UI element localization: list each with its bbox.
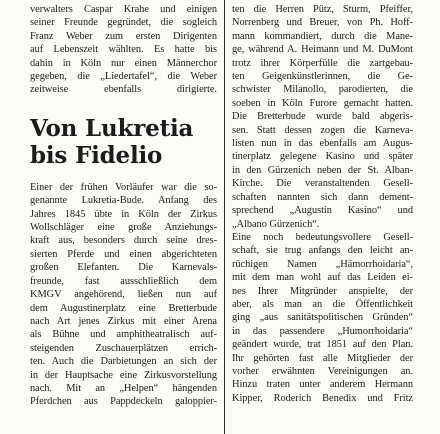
text-line: genannte Lukretia-Bude. Anfang des	[30, 195, 217, 207]
text-line: in den Gürzenich neben der St. Alban-	[232, 164, 413, 176]
text-line: Die Bretterbude wurde bald abgeris-	[232, 111, 413, 123]
text-line: Jahres 1845 übte in Köln der Zirkus	[30, 208, 217, 220]
text-line: zeitweise ebenfalls dirigierte.	[30, 84, 217, 96]
right-column	[232, 0, 413, 405]
text-line: seiner Freunde gegründet, die sogleich	[30, 17, 217, 29]
text-line: soeben in Köln Furore gemacht hatten.	[232, 97, 413, 109]
text-line: nes Ihrer Mitgründer anspielte, der	[232, 285, 413, 297]
text-line: nach Art jenes Zirkus mit einer Arena	[30, 315, 217, 327]
text-line: ten. Auch die Darbietungen an sich der	[30, 356, 217, 368]
text-line: dem Augustinerplatz eine Bretterbude	[30, 302, 217, 314]
heading-line-2: bis Fidelio	[30, 141, 163, 169]
text-line: in das passendere „Humorrhoidaria“	[232, 325, 413, 337]
heading-line-1: Von Lukretia	[30, 114, 194, 142]
text-line: KMGV angehörend, ließen nun auf	[30, 289, 217, 301]
text-line: Hinzu traten unter anderem Hermann	[232, 379, 413, 391]
text-line: sen. Statt dessen zogen die Karneva-	[232, 124, 413, 136]
text-line: als Bühne und amphitheatralisch auf-	[30, 329, 217, 341]
text-line: schaften nannten sich dann dement-	[232, 191, 413, 203]
text-line: ging „aus sanitätspolitischen Gründen“	[232, 312, 413, 324]
text-line: großen Elefanten. Die Karnevals-	[30, 262, 217, 274]
text-line: auf Lebenszeit wählten. Es hatte bis	[30, 44, 217, 56]
text-line: „Albano Gürzenich“.	[232, 218, 320, 230]
text-line: Kipper, Roderich Benedix und Fritz	[232, 392, 413, 404]
text-line: tinerplatz gelegene Kasino und später	[232, 151, 413, 163]
intro-paragraph	[30, 0, 217, 97]
text-line: geändert wurde, trat 1851 auf den Plan.	[232, 339, 413, 351]
text-line: Kirche. Die veranstaltenden Gesell-	[232, 178, 413, 190]
text-line: nach. Mit an „Helpen“ hängenden	[30, 382, 217, 394]
text-line: mit dem man wohl auf das Leiden ei-	[232, 272, 413, 284]
text-line: sprechend „Augustin Kasino“ und	[232, 205, 413, 217]
text-line: verwalters Caspar Krahe und einigen	[30, 4, 217, 15]
section-heading	[30, 115, 217, 169]
text-line: Norrenberg und Breuer, von Ph. Hoff-	[232, 17, 413, 29]
text-line: ge, während A. Heimann und M. DuMont	[232, 44, 413, 56]
text-line: aber, als man an die Öffentlichkeit	[232, 298, 413, 310]
text-line: sierten Pferde und einen abgerichteten	[30, 248, 217, 260]
text-line: dahin in Köln nur einen Männerchor	[30, 57, 217, 69]
text-line: steigenden Zuschauerplätzen errich-	[30, 342, 217, 354]
text-line: Ihr gehörten fast alle Mitglieder der	[232, 352, 413, 364]
text-line: kraft aus, besonders durch seine dres-	[30, 235, 217, 247]
text-line: rüchigen Namen „Hämorrhoidaria“,	[232, 258, 413, 270]
text-line: Einer der frühen Vorläufer war die so-	[30, 181, 217, 193]
text-line: Pferdchen aus Pappdeckeln galoppier-	[30, 396, 217, 408]
text-line: ten Geigenkünstlerinnen, die Ge-	[232, 71, 413, 83]
right-paragraph-1	[232, 0, 413, 231]
text-line: schaft, sie trug anfangs den leicht an-	[232, 245, 413, 257]
text-line: Eine noch bedeutungsvollere Gesell-	[232, 231, 413, 243]
right-paragraph-2	[232, 231, 413, 405]
text-line: mann kommandiert, durch die Mane-	[232, 30, 413, 42]
text-line: Franz Weber zum ersten Dirigenten	[30, 30, 217, 42]
left-column	[30, 0, 217, 409]
body-paragraph	[30, 181, 217, 409]
text-line: ten die Herren Pütz, Sturm, Pfeiffer,	[232, 4, 413, 15]
text-line: freunde, fast ausschließlich dem	[30, 275, 217, 287]
text-line: schwister Milanollo, parodierten, die	[232, 84, 413, 96]
text-line: listen nun in das ebenfalls am Augus-	[232, 138, 413, 150]
text-line: Wollschläger eine große Anziehungs-	[30, 222, 217, 234]
text-line: trotz ihrer Körperfülle die zartgebau-	[232, 57, 413, 69]
text-line: in der Hauptsache eine Zirkusvorstellung	[30, 369, 217, 381]
text-line: gegeben, die „Liedertafel“, die Weber	[30, 71, 217, 83]
text-line: vorher erwähnten Vereinigungen an.	[232, 365, 413, 377]
column-divider	[224, 0, 225, 434]
